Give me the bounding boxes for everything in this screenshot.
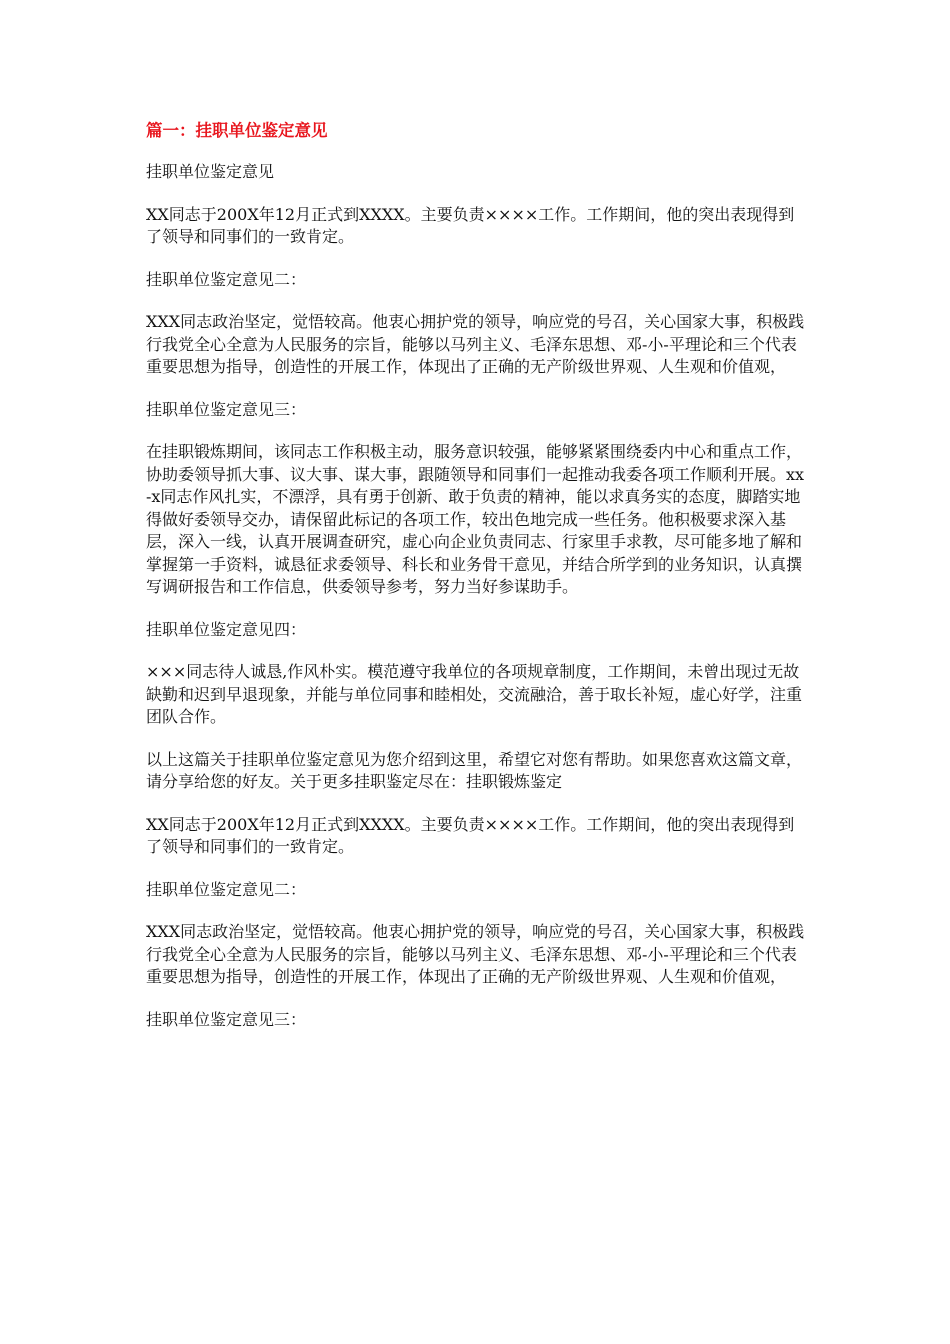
- paragraph-section-four-title: 挂职单位鉴定意见四：: [146, 619, 307, 639]
- paragraph-section-two-body: XXX同志政治坚定，觉悟较高。他衷心拥护党的领导，响应党的号召，关心国家大事，积极践行我党全心全意为人民服务的宗旨，能够以马列主义、毛泽东思想、邓-小-平理论和三个代表重要思想为指导，创造性的开展工作，体现出了正确的无产阶级世界观、人生观和价值观，: [146, 312, 805, 376]
- paragraph-section-two-title-repeat: 挂职单位鉴定意见二：: [146, 879, 307, 899]
- document-page: [146, 120, 806, 1051]
- paragraph-section-three-body: 在挂职锻炼期间，该同志工作积极主动，服务意识较强，能够紧紧围绕委内中心和重点工作，协助委领导抓大事、议大事、谋大事，跟随领导和同事们一起推动我委各项工作顺利开展。xx-x同志作风扎实，不漂浮，具有勇于创新、敢于负责的精神，能以求真务实的态度，脚踏实地得做好委领导交办，请保留此标记的各项工作，较出色地完成一些任务。他积极要求深入基层，深入一线，认真开展调查研究，虚心向企业负责同志、行家里手求教，尽可能多地了解和掌握第一手资料，诚恳征求委领导、科长和业务骨干意见，并结合所学到的业务知识，认真撰写调研报告和工作信息，供委领导参考，努力当好参谋助手。: [146, 442, 805, 596]
- paragraph-intro-repeat: XX同志于200X年12月正式到XXXX。主要负责××××工作。工作期间，他的突出表现得到了领导和同事们的一致肯定。: [146, 814, 795, 856]
- paragraph-closing: 以上这篇关于挂职单位鉴定意见为您介绍到这里，希望它对您有帮助。如果您喜欢这篇文章，请分享给您的好友。关于更多挂职鉴定尽在：挂职锻炼鉴定: [146, 749, 803, 791]
- paragraph-section-four-body: ×××同志待人诚恳,作风朴实。模范遵守我单位的各项规章制度，工作期间，未曾出现过无故缺勤和迟到早退现象，并能与单位同事和睦相处，交流融洽，善于取长补短，虚心好学，注重团队合作。: [146, 662, 803, 726]
- paragraph-subtitle: 挂职单位鉴定意见: [146, 162, 275, 181]
- paragraph-intro: XX同志于200X年12月正式到XXXX。主要负责××××工作。工作期间，他的突出表现得到了领导和同事们的一致肯定。: [146, 204, 795, 246]
- document-heading: 篇一：挂职单位鉴定意见: [146, 121, 328, 140]
- paragraph-section-three-title: 挂职单位鉴定意见三：: [146, 399, 307, 419]
- paragraph-section-two-title: 挂职单位鉴定意见二：: [146, 269, 307, 289]
- paragraph-section-three-title-repeat: 挂职单位鉴定意见三：: [146, 1009, 307, 1029]
- paragraph-section-two-body-repeat: XXX同志政治坚定，觉悟较高。他衷心拥护党的领导，响应党的号召，关心国家大事，积极践行我党全心全意为人民服务的宗旨，能够以马列主义、毛泽东思想、邓-小-平理论和三个代表重要思想为指导，创造性的开展工作，体现出了正确的无产阶级世界观、人生观和价值观，: [146, 922, 805, 986]
